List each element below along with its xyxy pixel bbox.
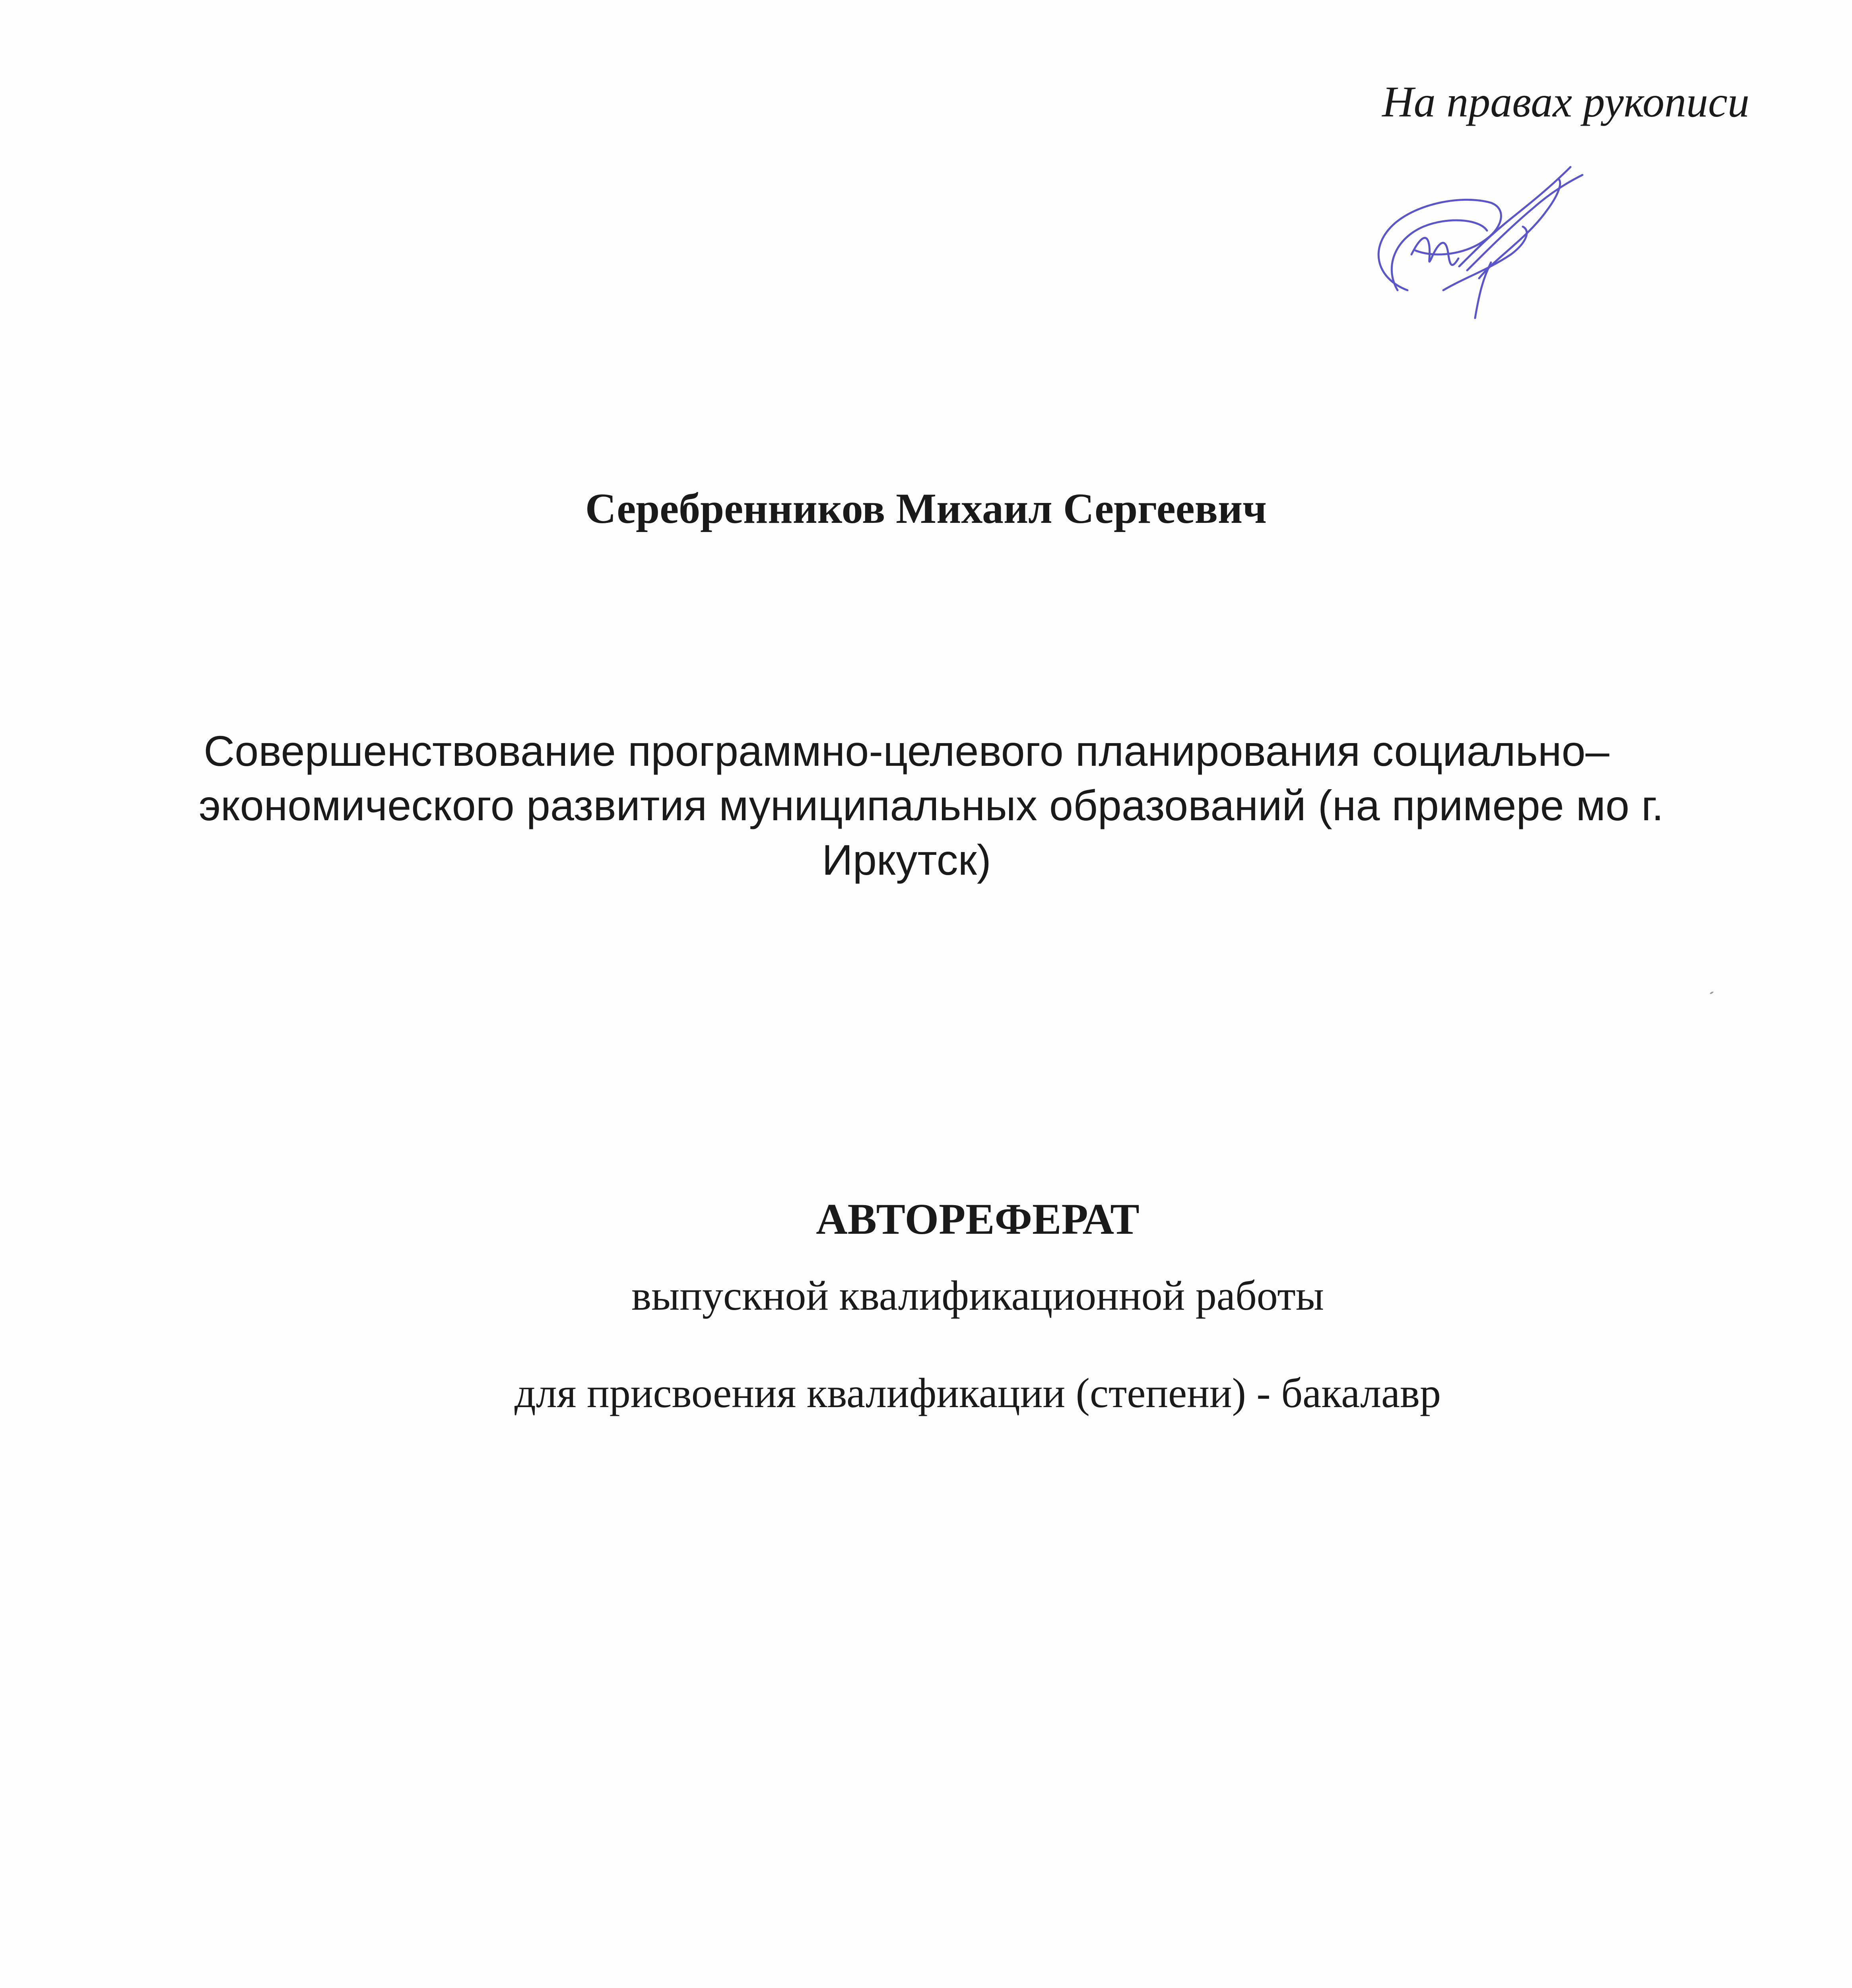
thesis-title-line: экономического развития муниципальных образований (на примере мо г. (199, 781, 1664, 829)
thesis-title-line: Совершенствование программно-целевого планирования социально– (204, 727, 1609, 775)
document-subtitle-line: для присвоения квалификации (степени) - бакалавр (514, 1370, 1441, 1416)
author-name: Серебренников Михаил Сергеевич (585, 485, 1267, 532)
thesis-title-line: Иркутск) (822, 836, 991, 884)
document-type-heading: АВТОРЕФЕРАТ (816, 1195, 1140, 1243)
document-subtitle-line: выпускной квалификационной работы (631, 1272, 1324, 1319)
scan-speck (1710, 991, 1714, 994)
thesis-title (199, 724, 1664, 887)
rights-note: На правах рукописи (1382, 78, 1749, 126)
signature-icon (1360, 159, 1614, 326)
